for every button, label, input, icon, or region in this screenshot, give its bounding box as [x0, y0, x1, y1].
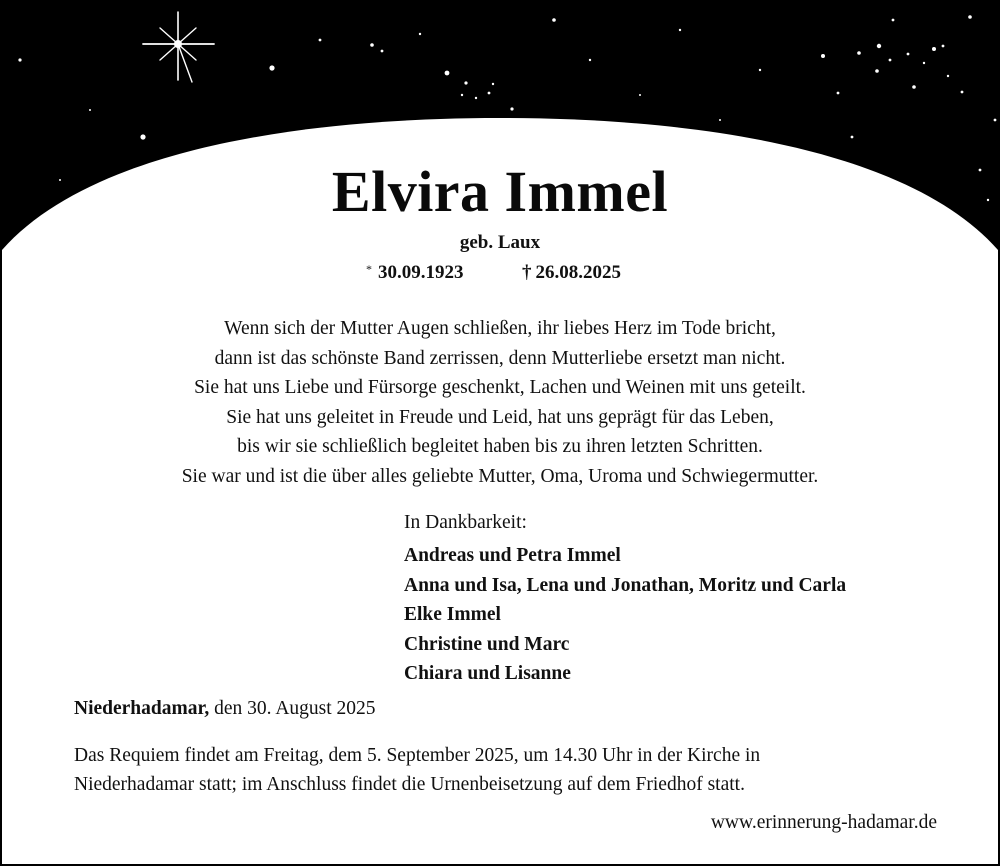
dagger-icon: †	[522, 262, 532, 283]
place-and-date	[74, 698, 376, 720]
memorial-website: www.erinnerung-hadamar.de	[710, 812, 937, 833]
mourner-name: Chiara und Lisanne	[404, 663, 571, 684]
poem-line: dann ist das schönste Band zerrissen, denn Mutterliebe ersetzt man nicht.	[214, 347, 786, 369]
death-date: 26.08.2025	[535, 262, 621, 283]
poem-line: Sie hat uns Liebe und Fürsorge geschenkt, Lachen und Weinen mit uns geteilt.	[194, 377, 806, 399]
poem-line: bis wir sie schließlich begleitet haben bis zu ihren letzten Schritten.	[237, 436, 763, 458]
poem-line: Wenn sich der Mutter Augen schließen, ihr liebes Herz im Tode bricht,	[224, 318, 776, 339]
poem-line: Sie hat uns geleitet in Freude und Leid, hat uns geprägt für das Leben,	[226, 406, 774, 428]
birth-date-line	[366, 262, 464, 284]
memorial-poem	[0, 314, 1000, 492]
deceased-name: Elvira Immel	[331, 159, 669, 224]
place-name: Niederhadamar,	[74, 698, 210, 719]
gratitude-intro: In Dankbarkeit:	[404, 512, 527, 533]
mourner-name: Andreas und Petra Immel	[404, 545, 621, 566]
birth-asterisk-icon: *	[366, 262, 372, 276]
maiden-name: geb. Laux	[459, 232, 541, 253]
requiem-info	[74, 741, 954, 799]
birth-date: 30.09.1923	[378, 262, 464, 283]
death-date-line	[522, 262, 621, 284]
mourners-list	[404, 541, 846, 689]
notice-date: den 30. August 2025	[214, 698, 376, 719]
mourner-name: Elke Immel	[404, 604, 501, 625]
requiem-line: Das Requiem findet am Freitag, dem 5. September 2025, um 14.30 Uhr in der Kirche in	[74, 745, 761, 766]
mourner-name: Anna und Isa, Lena und Jonathan, Moritz und Carla	[404, 574, 847, 596]
requiem-line: Niederhadamar statt; im Anschluss findet die Urnenbeisetzung auf dem Friedhof statt.	[74, 774, 745, 795]
mourner-name: Christine und Marc	[404, 633, 570, 655]
poem-line: Sie war und ist die über alles geliebte Mutter, Oma, Uroma und Schwiegermutter.	[181, 465, 819, 487]
